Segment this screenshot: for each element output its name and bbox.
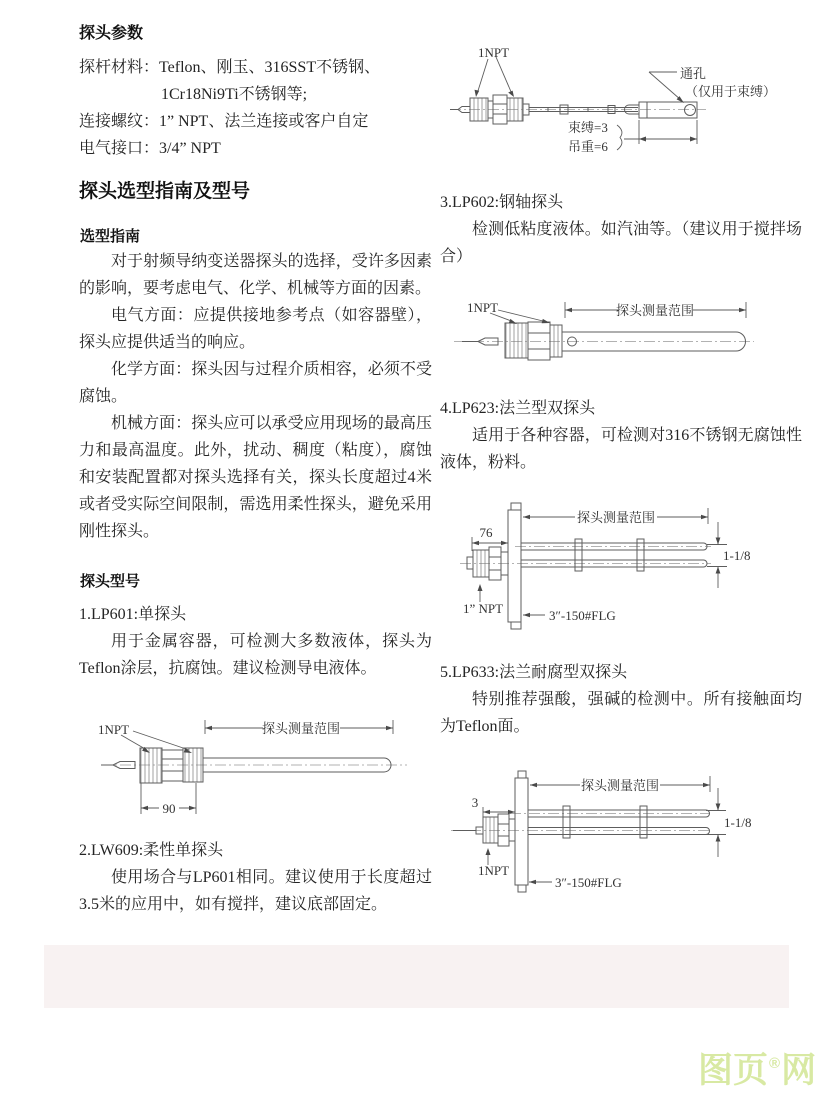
weight-label: 吊重=6 (568, 139, 608, 154)
rod-gap-label: 1-1/8 (723, 548, 751, 563)
flange-label: 3″-150#FLG (549, 608, 616, 623)
range-label: 探头测量范围 (615, 303, 695, 318)
watermark-text-right: 网 (781, 1051, 817, 1090)
model-lw609-desc (79, 864, 432, 918)
model-lp623-title: 4.LP623:法兰型双探头 (440, 400, 596, 417)
npt-label: 1” NPT (463, 601, 504, 616)
probe-body (462, 322, 746, 360)
model-lp602-desc-text: 检测低粘度液体。如汽油等。（建议用于搅拌场合） (440, 221, 802, 265)
main-heading: 探头选型指南及型号 (79, 181, 251, 202)
models-heading: 探头型号 (80, 573, 141, 590)
fit-length-label: 76 (479, 525, 493, 540)
probe-body (101, 748, 391, 783)
model-lp601-desc (79, 628, 432, 682)
params-line-material: 探杆材料：Teflon、刚玉、316SST不锈钢、 (79, 59, 381, 76)
model-lp623-desc (440, 422, 802, 476)
npt-label: 1NPT (478, 45, 510, 60)
fit-length-dimension (483, 807, 515, 818)
model-lp633-desc (440, 686, 802, 740)
params-line-thread: 连接螺纹：1” NPT、法兰连接或客户自定 (79, 113, 369, 130)
registered-mark-icon: ® (769, 1055, 781, 1072)
npt-label: 1NPT (98, 722, 130, 737)
flange-label: 3″-150#FLG (555, 875, 622, 890)
flange-pointer (523, 613, 545, 617)
weight-dimension (617, 120, 697, 150)
guide-para: 电气方面：应提供接地参考点（如容器壁），探头应提供适当的响应。 (79, 307, 432, 351)
range-label: 探头测量范围 (580, 778, 660, 793)
width-label: 90 (162, 801, 176, 816)
tie-label: 束缚=3 (568, 120, 608, 135)
guide-para: 机械方面：探头应可以承受应用现场的最高压力和最高温度。此外，扰动、稠度（粘度），腐蚀和安装配置都对探头选择有关，探头长度超过4米或者受实际空间限制，需选用柔性探头，避免采用刚性探头。 (79, 415, 432, 540)
lp602-diagram (448, 292, 813, 397)
flange-pointer (529, 880, 552, 884)
npt-label: 1NPT (467, 300, 499, 315)
guide-paragraphs (79, 248, 432, 545)
model-lp602-desc (440, 216, 802, 270)
model-lp601-desc-text: 用于金属容器，可检测大多数液体，探头为Teflon涂层，抗腐蚀。建议检测导电液体。 (79, 633, 432, 677)
npt-label: 1NPT (478, 863, 510, 878)
hole-leader (649, 72, 684, 103)
rod-gap-dimension (706, 788, 726, 857)
model-lw609-title: 2.LW609:柔性单探头 (79, 842, 224, 859)
params-list (79, 54, 439, 162)
watermark-logo (698, 1053, 816, 1088)
flexible-probe-diagram (448, 35, 813, 180)
params-heading: 探头参数 (79, 25, 144, 42)
fit-length-label: 3 (471, 795, 479, 810)
range-label: 探头测量范围 (576, 510, 656, 525)
hole-label: 通孔 (680, 66, 707, 81)
lp633-diagram (448, 763, 818, 908)
guide-para: 对于射频导纳变送器探头的选择，受许多因素的影响，要考虑电气、化学、机械等方面的因素。 (79, 253, 432, 297)
model-lp623-desc-text: 适用于各种容器，可检测对316不锈钢无腐蚀性液体，粉料。 (440, 427, 802, 471)
model-lp601-title: 1.LP601:单探头 (79, 606, 187, 623)
watermark-text-left: 图页 (698, 1051, 769, 1090)
params-line-electrical: 电气接口：3/4” NPT (79, 140, 221, 157)
guide-heading: 选型指南 (80, 228, 141, 245)
rod-gap-label: 1-1/8 (724, 815, 752, 830)
hole-note: （仅用于束缚） (685, 84, 777, 99)
model-lp633-desc-text: 特别推荐强酸，强碱的检测中。所有接触面均为Teflon面。 (440, 691, 802, 735)
model-lp633-title: 5.LP633:法兰耐腐型双探头 (440, 664, 628, 681)
lp623-diagram (455, 495, 820, 635)
lp601-diagram (95, 703, 425, 833)
guide-para: 化学方面：探头因与过程介质相容，必须不受腐蚀。 (79, 361, 432, 405)
model-lp602-title: 3.LP602:钢轴探头 (440, 194, 564, 211)
footer-band (44, 945, 789, 1008)
npt-leaders (475, 57, 515, 97)
npt-pointer (478, 584, 483, 602)
model-lw609-desc-text: 使用场合与LP601相同。建议使用于长度超过3.5米的应用中，如有搅拌，建议底部固定。 (79, 869, 432, 913)
range-label: 探头测量范围 (261, 721, 341, 736)
params-line-material2: 1Cr18Ni9Ti不锈钢等; (161, 86, 308, 103)
